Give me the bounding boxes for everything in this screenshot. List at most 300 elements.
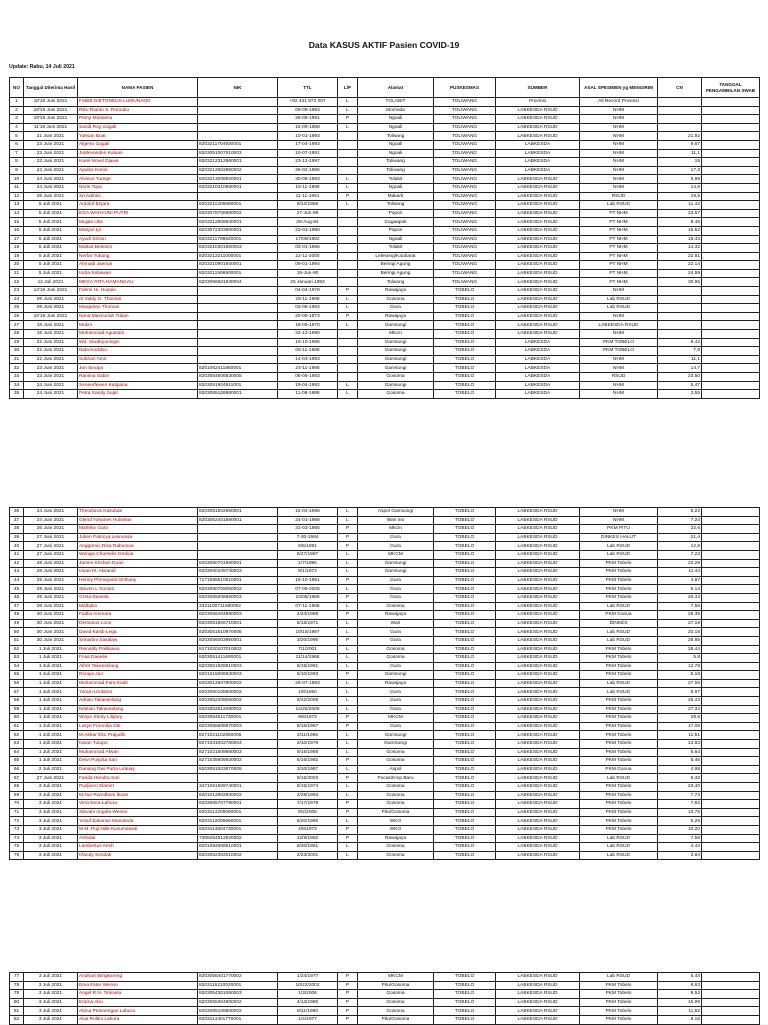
cell-col-date: 29 Juni 2021 xyxy=(24,585,78,594)
cell-col-swab-date xyxy=(702,132,760,141)
cell-col-cn: 14.32 xyxy=(658,244,702,253)
cell-col-swab-date xyxy=(702,330,760,339)
cell-col-no: 59 xyxy=(10,705,24,714)
cell-col-source: LABKESDA RSUD xyxy=(496,757,580,766)
cell-col-address: Toliwang xyxy=(358,158,434,167)
cell-col-date: 23 Juni 2021 xyxy=(24,140,78,149)
cell-col-origin: NHM xyxy=(580,516,658,525)
cell-col-nik xyxy=(198,98,278,107)
cell-col-origin: PKM Tobelo xyxy=(580,998,658,1007)
cell-col-swab-date xyxy=(702,662,760,671)
cell-col-address: Gura xyxy=(358,533,434,542)
cell-col-origin: PT NHM xyxy=(580,278,658,287)
cell-col-date: 23 Juni 2021 xyxy=(24,364,78,373)
cell-col-sex: L xyxy=(338,851,358,860)
cell-col-puskesmas: TOBELO xyxy=(434,636,496,645)
cell-col-nik: 8203072303900001 xyxy=(198,226,278,235)
cell-col-address: Gosoma xyxy=(358,654,434,663)
cell-col-no: 26 xyxy=(10,312,24,321)
table-row xyxy=(10,731,760,740)
cell-col-cn: 7,73 xyxy=(658,791,702,800)
cell-col-address: Tolabit xyxy=(358,244,434,253)
header-col-address: Alamat xyxy=(358,78,434,98)
cell-col-swab-date xyxy=(702,817,760,826)
cell-col-sex: P xyxy=(338,115,358,124)
cell-col-cn xyxy=(658,312,702,321)
cell-col-nik: 8201012802930002 xyxy=(198,791,278,800)
cell-col-nik: 8203076706990002 xyxy=(198,209,278,218)
cell-col-date: 28 Juni 2021 xyxy=(24,568,78,577)
cell-col-nik: 8203055108500002 xyxy=(198,1007,278,1016)
cell-col-origin: PT NHM xyxy=(580,218,658,227)
cell-col-date: 23 Juni 2021 xyxy=(24,373,78,382)
cell-col-origin: PKM Tobelo xyxy=(580,748,658,757)
cell-col-puskesmas: TOBELO xyxy=(434,576,496,585)
cell-col-date: 3 Juli 2021 xyxy=(24,851,78,860)
cell-col-swab-date xyxy=(702,619,760,628)
cell-col-date: 2 Juli 2021 xyxy=(24,765,78,774)
header-col-cn: CN xyxy=(658,78,702,98)
header-col-no: NO xyxy=(10,78,24,98)
cell-col-name: M.Nur Ramdhani Ikoan xyxy=(78,791,198,800)
cell-col-date: 3 Juli 2021 xyxy=(24,834,78,843)
table-row xyxy=(10,636,760,645)
cell-col-date: 23 Juni 2021 xyxy=(24,158,78,167)
cell-col-name: Theodorus Kasubae xyxy=(78,508,198,517)
cell-col-source: LABKESDA RSUD xyxy=(496,192,580,201)
cell-col-cn: 8,42 xyxy=(658,338,702,347)
cell-col-puskesmas: TOBELO xyxy=(434,373,496,382)
cell-col-cn: 27.55 xyxy=(658,679,702,688)
cell-col-swab-date xyxy=(702,593,760,602)
cell-col-no: 23 xyxy=(10,287,24,296)
cell-col-puskesmas: TOBELO xyxy=(434,981,496,990)
cell-col-source: LABKESDA RSUD xyxy=(496,602,580,611)
table-row xyxy=(10,132,760,141)
table-row xyxy=(10,576,760,585)
cell-col-date: 1 Juli 2021 xyxy=(24,679,78,688)
cell-col-puskesmas: TOBELO xyxy=(434,611,496,620)
cell-col-address: MKCM xyxy=(358,714,434,723)
cell-col-ttl: 27-Jun-99 xyxy=(278,209,338,218)
cell-col-sex: L xyxy=(338,662,358,671)
cell-col-no: 79 xyxy=(10,990,24,999)
cell-col-ttl: 23-12-1997 xyxy=(278,158,338,167)
cell-col-origin: PKM Tobelo xyxy=(580,731,658,740)
cell-col-swab-date xyxy=(702,175,760,184)
cell-col-source: LABKESDA xyxy=(496,381,580,390)
cell-col-swab-date xyxy=(702,106,760,115)
cell-col-ttl: 1/4/1977 xyxy=(278,1015,338,1024)
cell-col-nik: 8203212211000001 xyxy=(198,252,278,261)
cell-col-ttl: 15-Jun-90 xyxy=(278,269,338,278)
table-block-2 xyxy=(9,507,760,858)
cell-col-date: 1 Juli 2021 xyxy=(24,654,78,663)
cell-col-address: Gamsungi xyxy=(358,731,434,740)
cell-col-origin: Lab RSUD xyxy=(580,295,658,304)
cell-col-name: Muhammad Agustam xyxy=(78,330,198,339)
cell-col-address: WKO xyxy=(358,825,434,834)
cell-col-swab-date xyxy=(702,990,760,999)
cell-col-nik: 8271021102860006 xyxy=(198,731,278,740)
cell-col-swab-date xyxy=(702,226,760,235)
cell-col-nik: 8171020107010002 xyxy=(198,645,278,654)
cell-col-sex: L xyxy=(338,295,358,304)
cell-col-swab-date xyxy=(702,261,760,270)
cell-col-source: LABKESDA RSUD xyxy=(496,278,580,287)
cell-col-origin: PKM Tobelo xyxy=(580,981,658,990)
cell-col-date: 27 Juni 2021 xyxy=(24,542,78,551)
cell-col-origin: PKM Tobelo xyxy=(580,645,658,654)
table-row xyxy=(10,201,760,210)
cell-col-sex: P xyxy=(338,774,358,783)
cell-col-source: LABKESDA RSUD xyxy=(496,209,580,218)
cell-col-no: 14 xyxy=(10,209,24,218)
cell-col-address: Tolwang xyxy=(358,132,434,141)
cell-col-sex xyxy=(338,158,358,167)
cell-col-cn: 8.46 xyxy=(658,218,702,227)
cell-col-sex: L xyxy=(338,568,358,577)
cell-col-source: LABKESDA RSUD xyxy=(496,998,580,1007)
cell-col-ttl: 1/7/1996 xyxy=(278,559,338,568)
cell-col-cn: 20.44 xyxy=(658,593,702,602)
table-row xyxy=(10,278,760,287)
cell-col-sex xyxy=(338,226,358,235)
cell-col-origin: PKM Tobelo xyxy=(580,783,658,792)
cell-col-nik: 8203051806710001 xyxy=(198,619,278,628)
cell-col-origin: NHM xyxy=(580,381,658,390)
cell-col-sex xyxy=(338,278,358,287)
cell-col-sex: L xyxy=(338,628,358,637)
cell-col-ttl: +62 431 872 007 xyxy=(278,98,338,107)
cell-col-sex: L xyxy=(338,688,358,697)
cell-col-source: LABKESDA RSUD xyxy=(496,654,580,663)
cell-col-address: Aspol xyxy=(358,765,434,774)
cell-col-swab-date xyxy=(702,576,760,585)
cell-col-origin: PT NHM xyxy=(580,244,658,253)
table-row xyxy=(10,671,760,680)
cell-col-swab-date xyxy=(702,304,760,313)
cell-col-nik: 8203051904911001 xyxy=(198,381,278,390)
cell-col-address: Gagaapok xyxy=(358,218,434,227)
cell-col-ttl: 7-30-1984 xyxy=(278,533,338,542)
table-row xyxy=(10,330,760,339)
cell-col-address: Gosoma xyxy=(358,851,434,860)
cell-col-cn: 13.83 xyxy=(658,740,702,749)
cell-col-swab-date xyxy=(702,628,760,637)
cell-col-swab-date xyxy=(702,654,760,663)
cell-col-name: Pemy Mustamu xyxy=(78,115,198,124)
cell-col-ttl: 05-11-1988 xyxy=(278,347,338,356)
cell-col-nik: 8203211709820001 xyxy=(198,235,278,244)
cell-col-puskesmas: TOBELO xyxy=(434,542,496,551)
cell-col-swab-date xyxy=(702,321,760,330)
cell-col-sex xyxy=(338,330,358,339)
cell-col-cn: 20.18 xyxy=(658,628,702,637)
cell-col-date: 27 Juni 2021 xyxy=(24,533,78,542)
cell-col-no: 68 xyxy=(10,783,24,792)
cell-col-date: 24 Juni 2021 xyxy=(24,166,78,175)
cell-col-swab-date xyxy=(702,390,760,399)
cell-col-swab-date xyxy=(702,688,760,697)
table-row xyxy=(10,843,760,852)
cell-col-puskesmas: TOLIWANG xyxy=(434,166,496,175)
cell-col-ttl: 9/1/1973 xyxy=(278,568,338,577)
cell-col-nik xyxy=(198,525,278,534)
cell-col-origin: PKM Tobelo xyxy=(580,800,658,809)
cell-col-ttl: 9/15/1974 xyxy=(278,783,338,792)
cell-col-cn: 11.42 xyxy=(658,201,702,210)
cell-col-no: 80 xyxy=(10,998,24,1007)
cell-col-sex xyxy=(338,132,358,141)
cell-col-ttl: 23-03-1990 xyxy=(278,226,338,235)
cell-col-date: 3 Juli 2021 xyxy=(24,808,78,817)
cell-col-cn: 17,3 xyxy=(658,166,702,175)
cell-col-cn: 8.97 xyxy=(658,688,702,697)
cell-col-address: Popon xyxy=(358,226,434,235)
cell-col-ttl: 4/24/1989 xyxy=(278,611,338,620)
cell-col-puskesmas: TOBELO xyxy=(434,381,496,390)
cell-col-address: Pitu/Gosoma xyxy=(358,981,434,990)
cell-col-ttl: 11-11-1961 xyxy=(278,192,338,201)
cell-col-address: Gosoma xyxy=(358,748,434,757)
cell-col-origin: Lab RSUD xyxy=(580,834,658,843)
cell-col-date: 22 Juni 2021 xyxy=(24,347,78,356)
cell-col-sex: P xyxy=(338,990,358,999)
cell-col-cn: 9,52 xyxy=(658,990,702,999)
cell-col-name: Yusuf Zakarias Manuteda xyxy=(78,817,198,826)
cell-col-origin: DINKES HALUT xyxy=(580,533,658,542)
cell-col-origin: NHM xyxy=(580,115,658,124)
cell-col-name: Lambertus Aesh xyxy=(78,843,198,852)
cell-col-sex: P xyxy=(338,525,358,534)
cell-col-cn: 5.64 xyxy=(658,748,702,757)
cell-col-sex: P xyxy=(338,542,358,551)
cell-col-source: LABKESDA RSUD xyxy=(496,722,580,731)
cell-col-cn: 5.18 xyxy=(658,671,702,680)
cell-col-no: 12 xyxy=(10,192,24,201)
cell-col-name: Mujais Ube xyxy=(78,218,198,227)
cell-col-origin: PKM Tobelo xyxy=(580,817,658,826)
cell-col-swab-date xyxy=(702,998,760,1007)
cell-col-origin: RSUD xyxy=(580,373,658,382)
cell-col-date: 28 Juni 2021 xyxy=(24,559,78,568)
cell-col-source: LABKESDA RSUD xyxy=(496,533,580,542)
cell-col-source: LABKESDA RSUD xyxy=(496,973,580,982)
cell-col-source: LABKESDA RSUD xyxy=(496,330,580,339)
cell-col-ttl: 24-11-1986 xyxy=(278,364,338,373)
table-row xyxy=(10,295,760,304)
cell-col-puskesmas: TOBELO xyxy=(434,1007,496,1016)
cell-col-address: Gosoma xyxy=(358,990,434,999)
cell-col-nik: 8203051007910003 xyxy=(198,149,278,158)
cell-col-date: 12 Juli 2021 xyxy=(24,278,78,287)
cell-col-sex: P xyxy=(338,981,358,990)
table-row xyxy=(10,252,760,261)
table-row xyxy=(10,722,760,731)
cell-col-swab-date xyxy=(702,252,760,261)
cell-col-cn xyxy=(658,123,702,132)
cell-col-origin: NHM xyxy=(580,355,658,364)
cell-col-name: Riko Rianto S. Rorouko xyxy=(78,106,198,115)
cell-col-ttl: 3/20/1996 xyxy=(278,636,338,645)
cell-col-address: Toliwang xyxy=(358,166,434,175)
cell-col-swab-date xyxy=(702,800,760,809)
table-body xyxy=(10,98,760,399)
cell-col-date: 3 Juli 2021 xyxy=(24,825,78,834)
cell-col-date: 29 Juni 2021 xyxy=(24,593,78,602)
cell-col-date: 18'19 Juni 2021 xyxy=(24,98,78,107)
cell-col-ttl: 7/1/2001 xyxy=(278,645,338,654)
cell-col-sex: P xyxy=(338,533,358,542)
cell-col-name: Fadlia Ammara xyxy=(78,611,198,620)
cell-col-ttl: 9/2/2006 xyxy=(278,808,338,817)
table-row xyxy=(10,312,760,321)
table-row xyxy=(10,654,760,663)
cell-col-origin: PKM Tobelo xyxy=(580,568,658,577)
cell-col-puskesmas: TOBELO xyxy=(434,330,496,339)
cell-col-puskesmas: TOBELO xyxy=(434,998,496,1007)
cell-col-nik xyxy=(198,550,278,559)
table-row xyxy=(10,817,760,826)
cell-col-origin: Lab RSUD xyxy=(580,679,658,688)
cell-col-swab-date xyxy=(702,158,760,167)
cell-col-origin: PKM Tobelo xyxy=(580,808,658,817)
cell-col-sex: L xyxy=(338,175,358,184)
table-row xyxy=(10,269,760,278)
cell-col-name: Maftukin xyxy=(78,602,198,611)
cell-col-name: Mukni xyxy=(78,321,198,330)
cell-col-no: 10 xyxy=(10,175,24,184)
header-col-puskesmas: PUSKESMAS xyxy=(434,78,496,98)
cell-col-no: 42 xyxy=(10,559,24,568)
cell-col-swab-date xyxy=(702,244,760,253)
cell-col-nik: 8203056404890003 xyxy=(198,611,278,620)
cell-col-no: 44 xyxy=(10,576,24,585)
cell-col-swab-date xyxy=(702,525,760,534)
cell-col-cn: 21,92 xyxy=(658,132,702,141)
cell-col-origin: PKM Tobelo xyxy=(580,1015,658,1024)
cell-col-ttl: 31-03-1985 xyxy=(278,525,338,534)
cell-col-sex: L xyxy=(338,321,358,330)
cell-col-ttl: 20-05-1973 xyxy=(278,312,338,321)
cell-col-sex: L xyxy=(338,705,358,714)
cell-col-nik: 8201015006930003 xyxy=(198,671,278,680)
cell-col-origin: PKM Tobelo xyxy=(580,757,658,766)
cell-col-puskesmas: TOLIWANG xyxy=(434,201,496,210)
cell-col-address: Gosoma xyxy=(358,1007,434,1016)
cell-col-date: 5 Juli 2021 xyxy=(24,201,78,210)
cell-col-puskesmas: TOBELO xyxy=(434,304,496,313)
cell-col-name: Pudjiono Slamet xyxy=(78,783,198,792)
cell-col-address: WKO xyxy=(358,817,434,826)
cell-col-ttl: 6/20/1966 xyxy=(278,817,338,826)
cell-col-puskesmas: TOBELO xyxy=(434,287,496,296)
cell-col-date: 18 Juni 2021 xyxy=(24,321,78,330)
cell-col-swab-date xyxy=(702,381,760,390)
cell-col-swab-date xyxy=(702,645,760,654)
cell-col-puskesmas: TOBELO xyxy=(434,619,496,628)
cell-col-name: Wisye Stony Lilipory xyxy=(78,714,198,723)
cell-col-origin: Lab RSUD xyxy=(580,628,658,637)
cell-col-address: Gura xyxy=(358,628,434,637)
cell-col-puskesmas: TOBELO xyxy=(434,1015,496,1024)
cell-col-swab-date xyxy=(702,1007,760,1016)
cell-col-no: 71 xyxy=(10,808,24,817)
cell-col-date: 1 Juli 2021 xyxy=(24,714,78,723)
cell-col-date: 29 Juni 2021 xyxy=(24,576,78,585)
cell-col-address: Makarti xyxy=(358,192,434,201)
cell-col-nik: 8203112006660001 xyxy=(198,817,278,826)
cell-col-date: 5 Juli 2021 xyxy=(24,226,78,235)
cell-col-name: Alvinus Turege xyxy=(78,175,198,184)
cell-col-date: 24 Juni 2021 xyxy=(24,516,78,525)
cell-col-name: Irfandy Sondak xyxy=(78,851,198,860)
table-row xyxy=(10,628,760,637)
cell-col-sex: P xyxy=(338,636,358,645)
cell-col-source: LABKESDA RSUD xyxy=(496,679,580,688)
cell-col-date: 24 Juni 2021 xyxy=(24,390,78,399)
cell-col-no: 69 xyxy=(10,791,24,800)
cell-col-name: David Kasib Lega xyxy=(78,628,198,637)
table-row xyxy=(10,800,760,809)
cell-col-address: Ngoali xyxy=(358,140,434,149)
table-row xyxy=(10,209,760,218)
cell-col-date: 18'19 Juni 2021 xyxy=(24,115,78,124)
table-row xyxy=(10,834,760,843)
cell-col-ttl: 15-10-1961 xyxy=(278,576,338,585)
cell-col-nik: 8203212808840001 xyxy=(198,218,278,227)
cell-col-no: 49 xyxy=(10,619,24,628)
cell-col-source: LABKESDA xyxy=(496,364,580,373)
cell-col-no: 32 xyxy=(10,364,24,373)
cell-col-address: Gamsungi xyxy=(358,347,434,356)
cell-col-swab-date xyxy=(702,1015,760,1024)
table-block-1 xyxy=(9,77,760,399)
cell-col-name: FABIB DIETONEUS LUMUNANG xyxy=(78,98,198,107)
cell-col-puskesmas: TOLIWANG xyxy=(434,183,496,192)
cell-col-nik: 8203055108980001 xyxy=(198,390,278,399)
cell-col-puskesmas: TOLIWANG xyxy=(434,278,496,287)
cell-col-ttl: 09-01-1994 xyxy=(278,261,338,270)
cell-col-cn: 15.52 xyxy=(658,226,702,235)
cell-col-address: Gura xyxy=(358,705,434,714)
table-row xyxy=(10,611,760,620)
cell-col-sex: L xyxy=(338,817,358,826)
cell-col-name: Stevani Angela Wenno xyxy=(78,808,198,817)
cell-col-address: Pitu/Gosoma xyxy=(358,808,434,817)
cell-col-puskesmas: TOLIWANG xyxy=(434,226,496,235)
cell-col-address: Mkcm xyxy=(358,330,434,339)
cell-col-name: Frias Daeelie xyxy=(78,654,198,663)
cell-col-cn: 5,22 xyxy=(658,508,702,517)
cell-col-address: Gosoma xyxy=(358,602,434,611)
cell-col-no: 17 xyxy=(10,235,24,244)
cell-col-name: Nerfar Tukang xyxy=(78,252,198,261)
cell-col-address: Tolwang xyxy=(358,278,434,287)
cell-col-origin: Lab RSUD xyxy=(580,602,658,611)
cell-col-swab-date xyxy=(702,671,760,680)
cell-col-name: Rinaya Jun xyxy=(78,671,198,680)
cell-col-ttl: 1/3/2006 xyxy=(278,990,338,999)
cell-col-address: Gura xyxy=(358,697,434,706)
cell-col-origin: PKM Gonua xyxy=(580,611,658,620)
table-row xyxy=(10,244,760,253)
cell-col-nik: 7308264912920002 xyxy=(198,834,278,843)
cell-col-sex: P xyxy=(338,834,358,843)
cell-col-source: LABKESDA RSUD xyxy=(496,740,580,749)
cell-col-address: Gosoma xyxy=(358,783,434,792)
